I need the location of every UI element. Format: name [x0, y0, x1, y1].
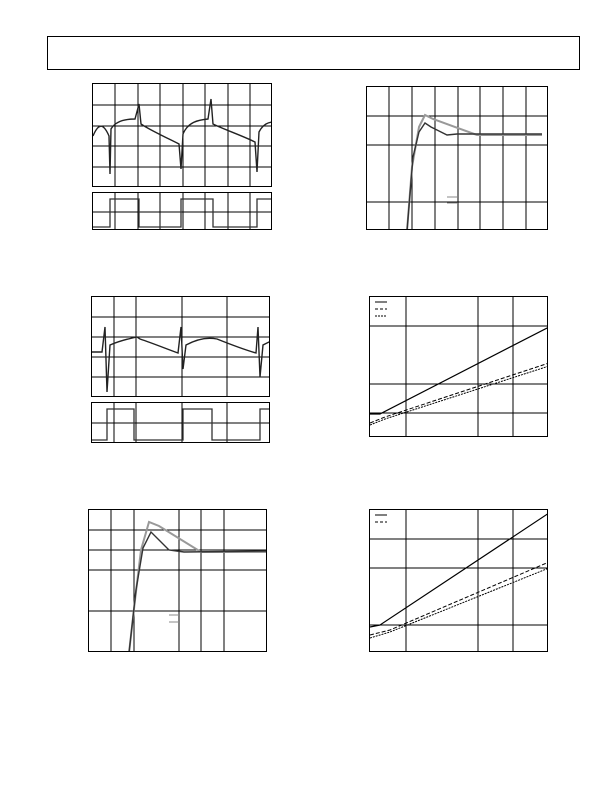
header-box: [47, 36, 580, 70]
fig5-light-trace: [129, 522, 267, 652]
fig1-pulse-plot: [92, 192, 272, 230]
fig6-legend: [375, 515, 387, 522]
fig4-series-solid: [370, 327, 548, 414]
fig3-pulse-svg: [92, 403, 270, 443]
fig4-line-svg: [370, 297, 548, 437]
fig2-dark-trace: [407, 123, 542, 230]
fig3-pulse-trace: [92, 409, 270, 440]
fig4-series-dashed: [370, 363, 548, 423]
fig6-line-svg: [370, 510, 548, 652]
fig2-light-trace: [407, 115, 542, 230]
fig4-line-plot: [369, 296, 548, 437]
fig6-series-solid: [370, 513, 548, 627]
fig2-step-plot: [366, 86, 548, 230]
fig5-legend: [169, 615, 179, 622]
fig1-pulse-svg: [93, 193, 272, 230]
fig3-pulse-plot: [91, 402, 270, 443]
fig1-waveform-plot: [92, 83, 272, 187]
fig6-line-plot: [369, 509, 548, 652]
fig2-step-svg: [367, 87, 548, 230]
fig1-waveform-svg: [93, 84, 272, 187]
fig4-legend: [375, 302, 387, 316]
fig4-series-dotted: [370, 366, 548, 425]
fig3-waveform-plot: [91, 296, 270, 397]
fig3-waveform-svg: [92, 297, 270, 397]
fig5-step-plot: [88, 509, 267, 652]
fig5-step-svg: [89, 510, 267, 652]
